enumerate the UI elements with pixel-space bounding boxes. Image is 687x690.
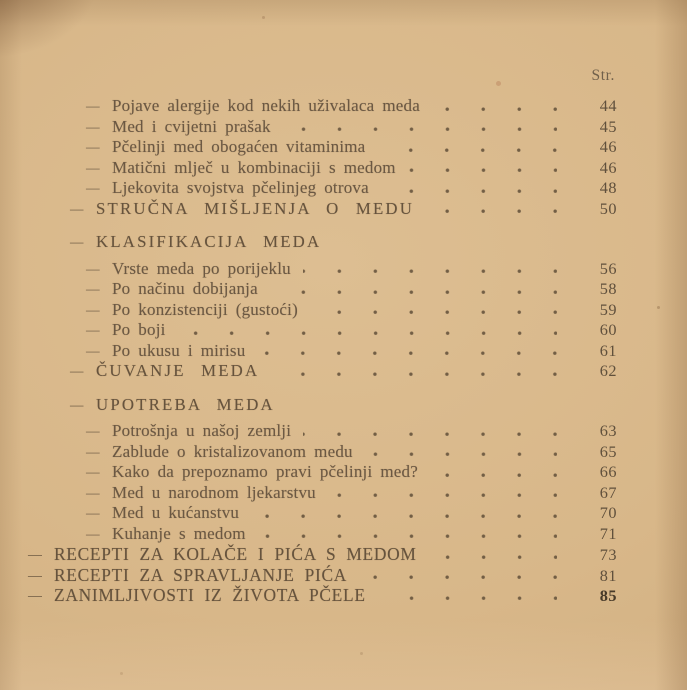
leader-dots	[251, 503, 557, 524]
toc-entry	[0, 320, 687, 341]
page-number: 70	[599, 503, 617, 522]
dash-marker: —	[86, 116, 100, 136]
toc-entry	[0, 96, 687, 117]
page-number: 45	[599, 116, 617, 136]
entry-label: ZANIMLJIVOSTI IZ ŽIVOTA PČELE	[54, 585, 366, 605]
entry-label: Matični mlječ u kombinaciji s medom	[112, 157, 396, 177]
leader-dots	[303, 421, 557, 442]
toc-entry	[0, 178, 687, 199]
entry-label: Po ukusu i mirisu	[112, 340, 246, 360]
toc-group	[0, 232, 687, 382]
entry-label: Pčelinji med obogaćen vitaminima	[112, 137, 366, 156]
page-number: 71	[599, 523, 617, 543]
toc-entry	[0, 421, 687, 442]
dash-marker: —	[86, 299, 100, 319]
dash-marker: —	[86, 320, 100, 339]
dash-marker: —	[86, 523, 100, 543]
paper-specks	[0, 0, 3, 3]
leader-dots	[408, 158, 557, 179]
dash-marker: —	[86, 503, 100, 522]
leader-dots	[365, 442, 557, 463]
leader-dots	[283, 117, 557, 138]
dash-marker: —	[86, 421, 100, 440]
leader-dots	[432, 96, 557, 117]
dash-marker: —	[70, 394, 84, 414]
dash-marker: —	[28, 544, 42, 564]
leader-dots	[310, 300, 557, 321]
page-number: 48	[599, 178, 617, 197]
entry-label: UPOTREBA MEDA	[96, 394, 275, 414]
page-number: 44	[599, 96, 617, 115]
page-number: 46	[599, 157, 617, 177]
leader-dots	[303, 259, 557, 280]
page-column-header: Str.	[591, 67, 615, 84]
toc-entry	[0, 524, 687, 545]
dash-marker: —	[86, 137, 100, 156]
dash-marker: —	[28, 564, 42, 585]
entry-label: RECEPTI ZA KOLAČE I PIĆA S MEDOM	[54, 544, 417, 564]
entry-label: Kuhanje s medom	[112, 523, 246, 543]
leader-dots	[429, 544, 557, 565]
page-number: 50	[599, 198, 617, 218]
entry-label: Vrste meda po porijeklu	[112, 258, 291, 278]
entry-label: Po konzistenciji (gustoći)	[112, 299, 298, 319]
leader-dots	[258, 524, 557, 545]
leader-dots	[381, 178, 557, 199]
entry-label: Med i cvijetni prašak	[112, 116, 271, 136]
dash-marker: —	[86, 340, 100, 360]
entry-label: Zablude o kristalizovanom medu	[112, 441, 353, 461]
toc-entry	[0, 503, 687, 524]
page-number: 62	[599, 361, 617, 380]
leader-dots	[178, 320, 557, 341]
entry-label: STRUČNA MIŠLJENJA O MEDU	[96, 198, 415, 218]
entry-label: Po načinu dobijanja	[112, 279, 258, 298]
toc-entry	[0, 158, 687, 179]
entry-label: RECEPTI ZA SPRAVLJANJE PIĆA	[54, 564, 348, 585]
dash-marker: —	[28, 585, 42, 605]
page-number: 63	[599, 421, 617, 440]
dash-marker: —	[86, 441, 100, 461]
entry-label: Med u kućanstvu	[112, 503, 240, 522]
leader-dots	[430, 462, 557, 483]
page-number: 56	[599, 258, 617, 278]
page-number: 81	[599, 565, 617, 585]
page-number: 58	[599, 279, 617, 298]
page-number: 73	[599, 545, 617, 564]
toc-entry	[0, 462, 687, 483]
leader-dots	[426, 199, 557, 220]
toc-entry	[0, 137, 687, 158]
page-number: 65	[599, 441, 617, 461]
entry-label: Med u narodnom ljekarstvu	[112, 482, 316, 502]
toc-entry	[0, 117, 687, 138]
leader-dots	[359, 565, 557, 586]
leader-dots	[328, 483, 557, 504]
page-number: 85	[599, 586, 617, 605]
leader-dots	[377, 137, 557, 158]
toc-section-entry	[0, 199, 687, 220]
page-number: 61	[599, 340, 617, 360]
dash-marker: —	[70, 361, 84, 380]
dash-marker: —	[86, 178, 100, 197]
toc-group	[0, 395, 687, 606]
page-number: 46	[599, 137, 617, 156]
dash-marker: —	[70, 232, 84, 251]
entry-label: Ljekovita svojstva pčelinjeg otrova	[112, 178, 369, 197]
toc-entry	[0, 483, 687, 504]
table-of-contents	[0, 96, 687, 606]
entry-label: ČUVANJE MEDA	[96, 361, 260, 380]
entry-label: Po boji	[112, 320, 166, 339]
leader-dots	[271, 361, 557, 382]
dash-marker: —	[86, 279, 100, 298]
page-number: 60	[599, 320, 617, 339]
toc-entry	[0, 442, 687, 463]
dash-marker: —	[86, 96, 100, 115]
toc-section-entry	[0, 361, 687, 382]
toc-entry	[0, 300, 687, 321]
toc-entry	[0, 341, 687, 362]
dash-marker: —	[86, 462, 100, 481]
toc-entry	[0, 279, 687, 300]
dash-marker: —	[86, 258, 100, 278]
leader-dots	[378, 585, 557, 606]
toc-section-entry	[0, 585, 687, 606]
toc-group	[0, 96, 687, 219]
toc-section-entry	[0, 565, 687, 586]
toc-section-entry	[0, 544, 687, 565]
leader-dots	[257, 341, 557, 362]
entry-label: KLASIFIKACIJA MEDA	[96, 232, 322, 251]
page-number: 66	[599, 462, 617, 481]
dash-marker: —	[70, 198, 84, 218]
toc-entry	[0, 259, 687, 280]
page-number: 67	[599, 482, 617, 502]
entry-label: Potrošnja u našoj zemlji	[112, 421, 292, 440]
dash-marker: —	[86, 157, 100, 177]
entry-label: Pojave alergije kod nekih uživalaca meda	[112, 96, 420, 115]
leader-dots	[270, 279, 557, 300]
toc-section-entry	[0, 232, 687, 253]
page-number: 59	[599, 299, 617, 319]
dash-marker: —	[86, 482, 100, 502]
entry-label: Kako da prepoznamo pravi pčelinji med?	[112, 462, 418, 481]
toc-section-entry	[0, 395, 687, 416]
